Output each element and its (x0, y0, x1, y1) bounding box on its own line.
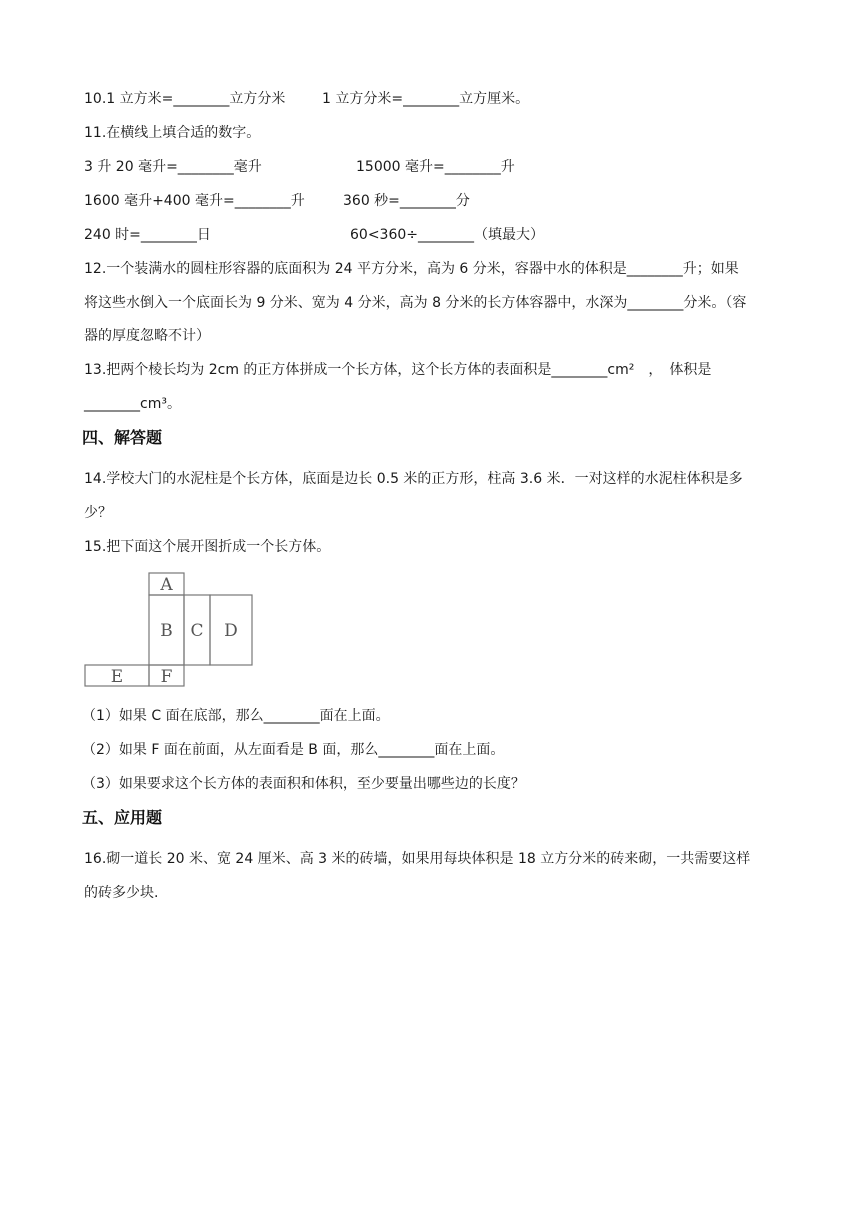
q13-line1: 13.把两个棱长均为 2cm 的正方体拼成一个长方体，这个长方体的表面积是________cm² ， 体积是 (84, 362, 712, 378)
q15-part2: （2）如果 F 面在前面，从左面看是 B 面，那么________面在上面。 (82, 742, 505, 758)
net-label-b: B (160, 621, 173, 641)
q15-part1: （1）如果 C 面在底部，那么________面在上面。 (82, 708, 390, 724)
q11-row1-right: 15000 毫升=________升 (356, 159, 515, 175)
q14-line2: 少？ (84, 505, 112, 521)
q12-line3: 器的厚度忽略不计） (84, 328, 210, 344)
q11-row3-left: 240 时=________日 (84, 227, 211, 243)
q11-row1-left: 3 升 20 毫升=________毫升 (84, 159, 262, 175)
q15-stem: 15.把下面这个展开图折成一个长方体。 (84, 539, 331, 555)
section5-title: 五、应用题 (82, 808, 163, 827)
q15-part3: （3）如果要求这个长方体的表面积和体积，至少要量出哪些边的长度？ (82, 776, 525, 792)
q11-row3-right: 60<360÷________（填最大） (350, 227, 544, 243)
q10-part-a: 10.1 立方米=________立方分米 (84, 91, 286, 107)
net-label-a: A (160, 575, 173, 595)
section4-title: 四、解答题 (82, 428, 163, 447)
q11-stem: 11.在横线上填合适的数字。 (84, 125, 261, 141)
net-label-d: D (224, 621, 238, 641)
q14-line1: 14.学校大门的水泥柱是个长方体，底面是边长 0.5 米的正方形，柱高 3.6 米．一对这样的水泥柱体积是多 (84, 471, 743, 487)
cuboid-net-figure (84, 572, 254, 688)
q12-line2: 将这些水倒入一个底面长为 9 分米、宽为 4 分米，高为 8 分米的长方体容器中，水深为________分米。（容 (84, 295, 747, 311)
q16-line2: 的砖多少块. (84, 885, 159, 901)
net-label-c: C (190, 621, 204, 641)
q11-row2-left: 1600 毫升+400 毫升=________升 (84, 193, 305, 209)
cuboid-net-svg (84, 572, 254, 688)
q16-line1: 16.砌一道长 20 米、宽 24 厘米、高 3 米的砖墙，如果用每块体积是 18 立方分米的砖来砌，一共需要这样 (84, 851, 751, 867)
q13-line2: ________cm³。 (84, 396, 181, 412)
net-label-f: F (160, 667, 173, 687)
q11-row2-right: 360 秒=________分 (343, 193, 470, 209)
q12-line1: 12.一个装满水的圆柱形容器的底面积为 24 平方分米，高为 6 分米，容器中水的体积是________升；如果 (84, 261, 739, 277)
net-label-e: E (110, 667, 124, 687)
q10-part-b: 1 立方分米=________立方厘米。 (322, 91, 530, 107)
